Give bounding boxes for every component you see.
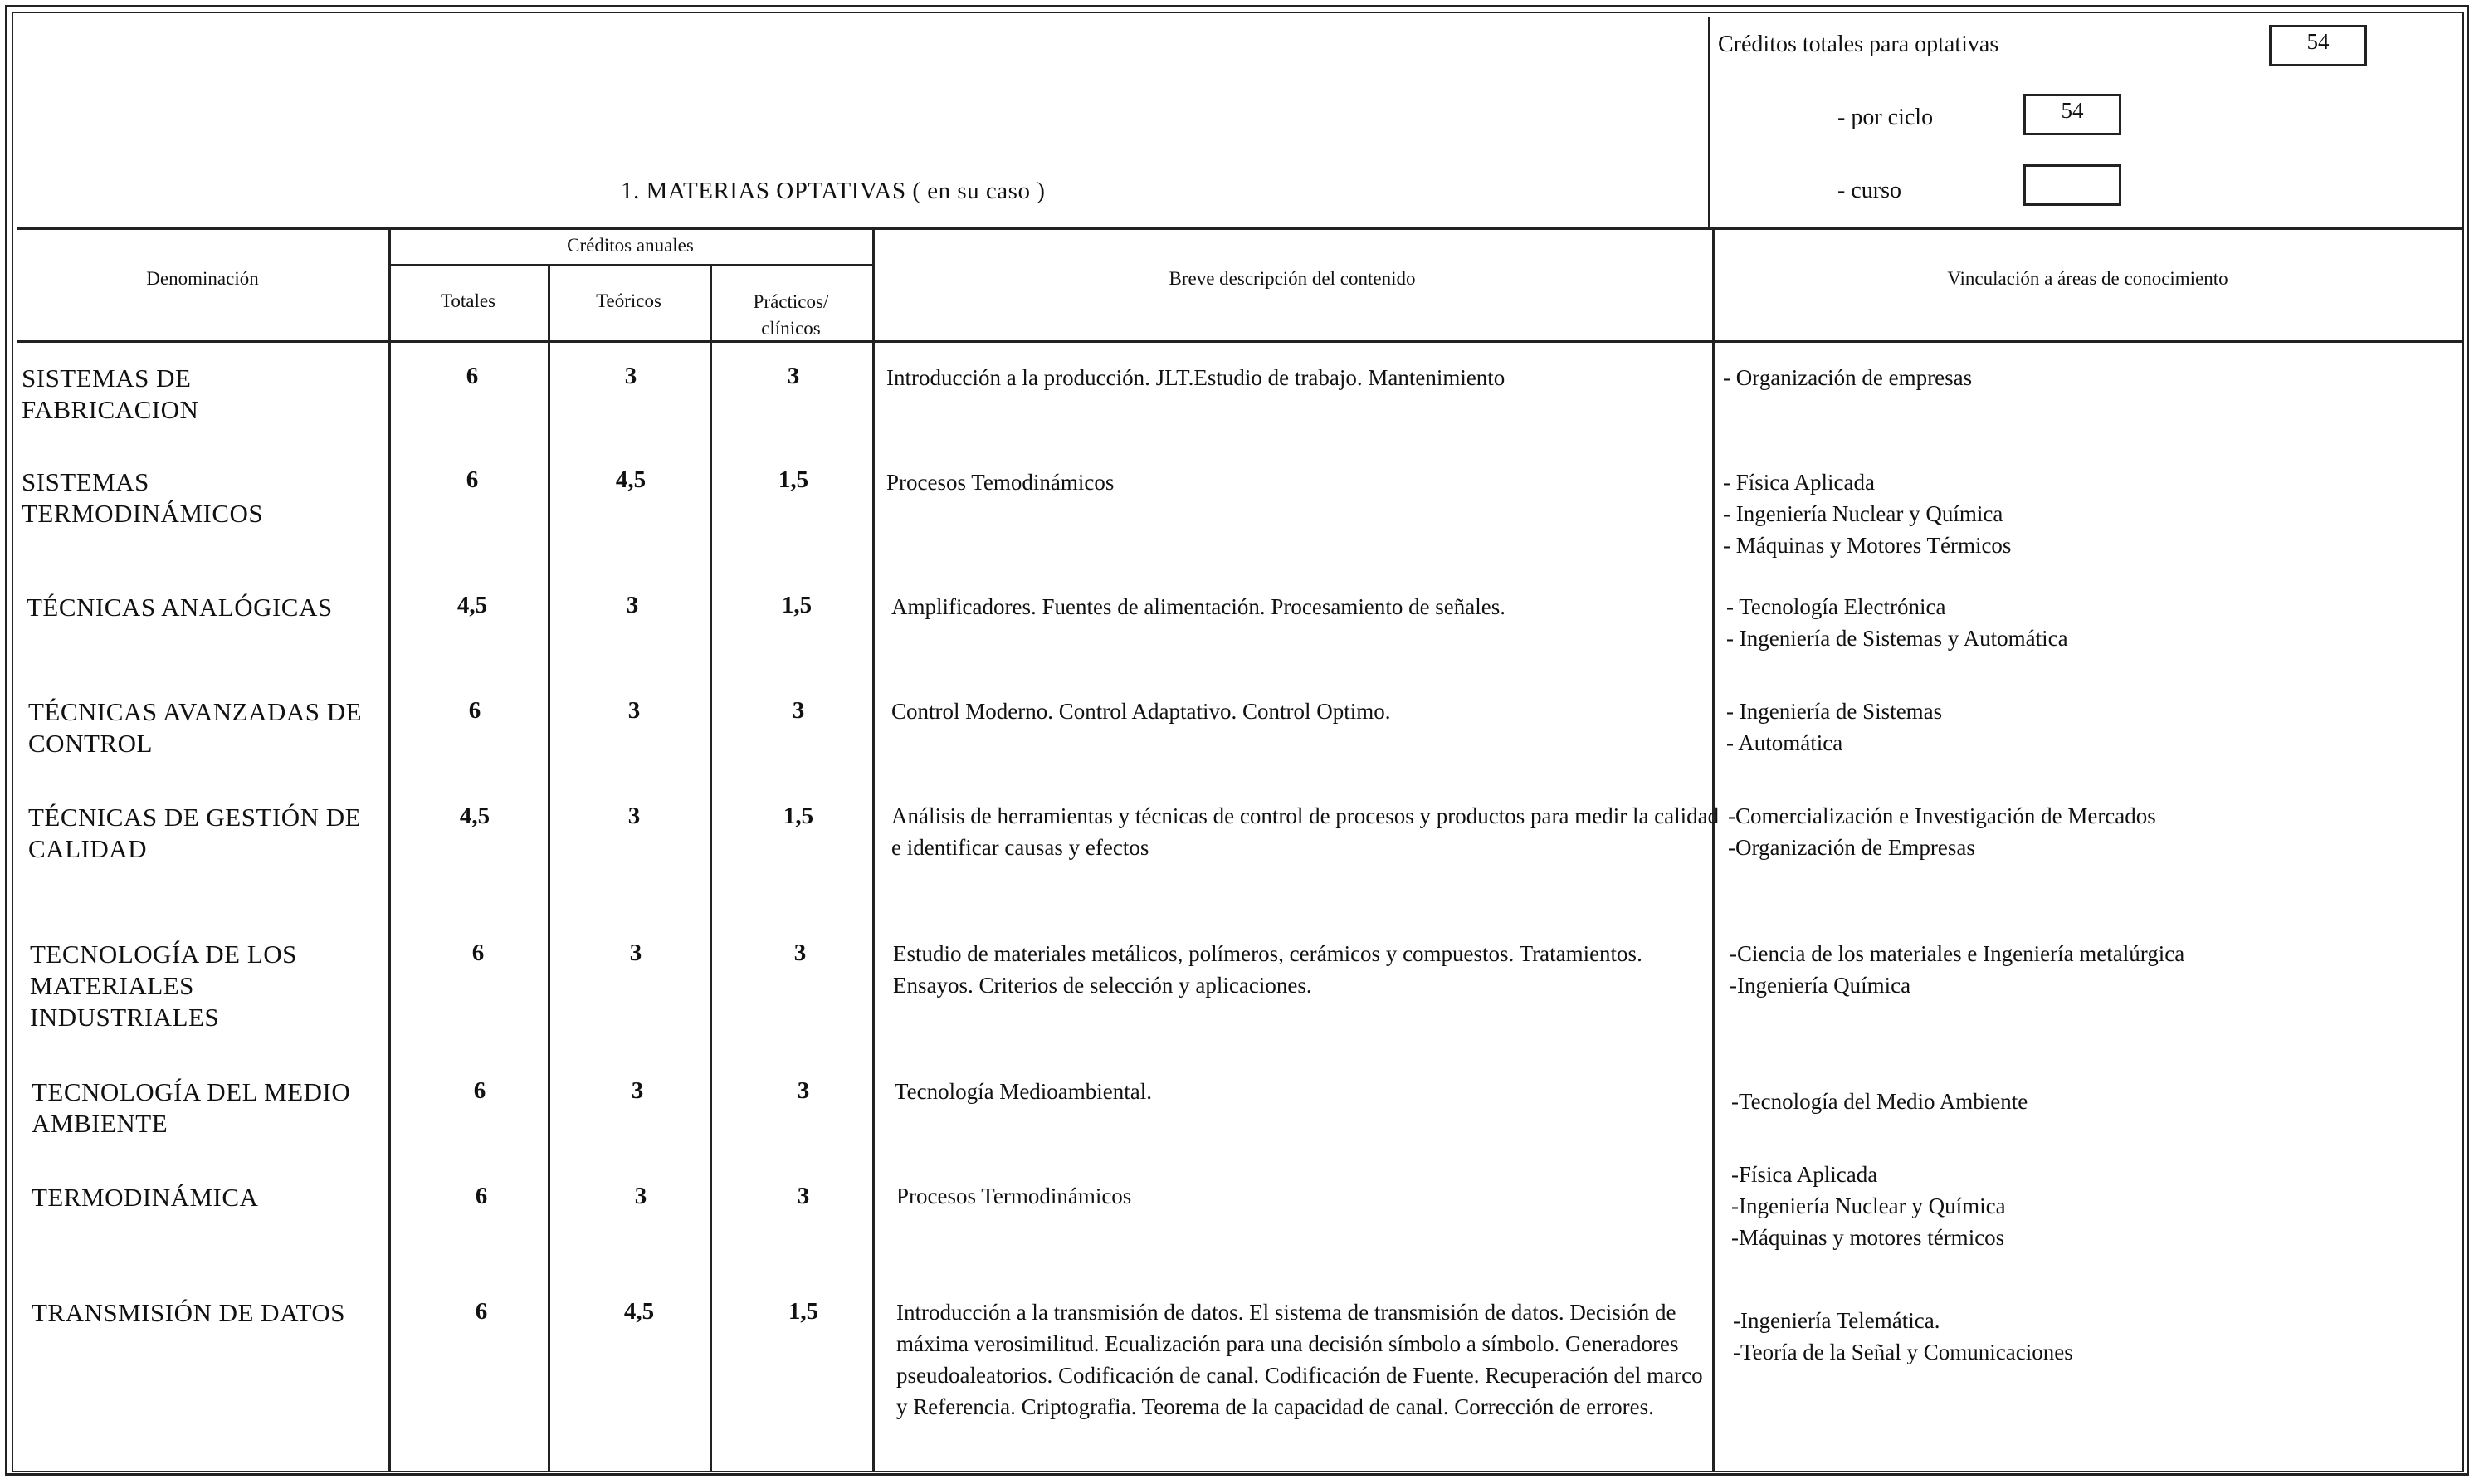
row-totales: 4,5 xyxy=(456,592,488,618)
row-teoricos: 3 xyxy=(624,363,637,389)
row-totales: 6 xyxy=(466,363,479,389)
row-area-item: - Ingeniería de Sistemas y Automática xyxy=(1726,626,2068,651)
row-name: TÉCNICAS ANALÓGICAS xyxy=(27,593,333,622)
row-area-item: -Tecnología del Medio Ambiente xyxy=(1731,1089,2028,1114)
col-line-3 xyxy=(710,264,712,1472)
row-area-item: - Física Aplicada xyxy=(1723,470,1875,495)
col-line-1 xyxy=(388,229,391,1472)
row-name: SISTEMAS TERMODINÁMICOS xyxy=(22,467,264,528)
section-title: 1. MATERIAS OPTATIVAS ( en su caso ) xyxy=(621,178,1046,204)
row-area-item: - Ingeniería Nuclear y Química xyxy=(1723,501,2003,526)
row-description: Amplificadores. Fuentes de alimentación. Procesamiento de señales. xyxy=(891,594,1506,619)
row-area-item: -Física Aplicada xyxy=(1731,1162,1878,1187)
col-practicos-line2: clínicos xyxy=(761,318,821,339)
row-practicos: 1,5 xyxy=(788,1298,819,1325)
header-bottom-line xyxy=(17,227,2463,230)
row-name: TERMODINÁMICA xyxy=(32,1183,259,1212)
table-frame xyxy=(12,12,2464,1472)
col-line-4 xyxy=(872,229,875,1472)
creditos-totales-box: 54 xyxy=(2269,25,2367,66)
row-description: Estudio de materiales metálicos, polímeros, cerámicos y compuestos. Tratamientos. Ensayos. Criterios de selección y aplicaciones. xyxy=(893,941,1642,998)
por-ciclo-label: - por ciclo xyxy=(1837,105,1934,130)
row-area-item: -Comercialización e Investigación de Mercados xyxy=(1728,803,2156,828)
row-name: TECNOLOGÍA DE LOS MATERIALES INDUSTRIALES xyxy=(30,940,297,1032)
row-name: SISTEMAS DE FABRICACION xyxy=(22,364,199,424)
row-practicos: 1,5 xyxy=(783,803,814,829)
row-area-item: - Organización de empresas xyxy=(1723,365,1973,390)
row-totales: 6 xyxy=(473,1077,486,1104)
row-totales: 6 xyxy=(471,940,485,966)
row-description: Introducción a la transmisión de datos. El sistema de transmisión de datos. Decisión de máxima verosimilitud. Ecualización para una decisión símbolo a símbolo. Generadores pseudoaleatorios. Codificación de canal. Codificación de Fuente. Recuperación del marco y Referencia. Criptografia. Teorema de la capacidad de canal. Corrección de errores. xyxy=(896,1300,1703,1419)
col-practicos xyxy=(710,289,872,342)
row-totales: 6 xyxy=(475,1298,488,1325)
curso-label: - curso xyxy=(1837,178,1901,203)
row-teoricos: 3 xyxy=(629,940,642,966)
row-practicos: 1,5 xyxy=(781,592,813,618)
col-totales: Totales xyxy=(440,290,496,311)
row-description: Introducción a la producción. JLT.Estudio de trabajo. Mantenimiento xyxy=(886,365,1505,390)
column-header-bottom-line xyxy=(17,340,2463,343)
row-teoricos: 4,5 xyxy=(623,1298,655,1325)
row-description: Control Moderno. Control Adaptativo. Control Optimo. xyxy=(891,699,1391,724)
header-divider xyxy=(1708,17,1710,228)
row-practicos: 3 xyxy=(797,1077,810,1104)
col-denominacion: Denominación xyxy=(146,268,259,289)
row-teoricos: 3 xyxy=(634,1183,647,1209)
row-teoricos: 3 xyxy=(626,592,639,618)
row-totales: 4,5 xyxy=(459,803,490,829)
row-area-item: -Ciencia de los materiales e Ingeniería metalúrgica xyxy=(1730,941,2185,966)
row-totales: 6 xyxy=(468,697,481,724)
por-ciclo-box: 54 xyxy=(2023,94,2121,135)
row-area-item: -Organización de Empresas xyxy=(1728,835,1975,860)
col-practicos-line1: Prácticos/ xyxy=(753,291,829,312)
row-area-item: - Tecnología Electrónica xyxy=(1726,594,1946,619)
col-vinculacion: Vinculación a áreas de conocimiento xyxy=(1947,268,2228,289)
col-descripcion: Breve descripción del contenido xyxy=(1169,268,1416,289)
row-description: Procesos Termodinámicos xyxy=(896,1184,1132,1208)
col-teoricos: Teóricos xyxy=(596,290,661,311)
row-practicos: 3 xyxy=(797,1183,810,1209)
curso-box xyxy=(2023,164,2121,206)
row-area-item: - Automática xyxy=(1726,730,1843,755)
row-teoricos: 3 xyxy=(627,803,641,829)
creditos-totales-label: Créditos totales para optativas xyxy=(1718,32,1999,57)
row-teoricos: 4,5 xyxy=(615,466,647,493)
row-teoricos: 3 xyxy=(631,1077,644,1104)
row-area-item: -Ingeniería Química xyxy=(1730,973,1911,998)
row-practicos: 3 xyxy=(793,940,807,966)
row-practicos: 3 xyxy=(787,363,800,389)
row-name: TECNOLOGÍA DEL MEDIO AMBIENTE xyxy=(32,1077,351,1138)
row-area-item: -Ingeniería Telemática. xyxy=(1733,1308,1940,1333)
row-practicos: 1,5 xyxy=(778,466,809,493)
row-practicos: 3 xyxy=(792,697,805,724)
row-area-item: - Ingeniería de Sistemas xyxy=(1726,699,1943,724)
row-description: Análisis de herramientas y técnicas de control de procesos y productos para medir la calidad e identificar causas y efectos xyxy=(891,803,1720,860)
row-teoricos: 3 xyxy=(627,697,641,724)
row-description: Procesos Temodinámicos xyxy=(886,470,1115,495)
row-name: TÉCNICAS DE GESTIÓN DE CALIDAD xyxy=(28,803,362,863)
row-name: TRANSMISIÓN DE DATOS xyxy=(32,1298,346,1327)
row-area-item: -Teoría de la Señal y Comunicaciones xyxy=(1733,1340,2073,1364)
col-creditos-anuales: Créditos anuales xyxy=(567,235,694,256)
creditos-subheader-line xyxy=(388,264,872,266)
row-area-item: -Máquinas y motores térmicos xyxy=(1731,1225,2005,1250)
row-area-item: -Ingeniería Nuclear y Química xyxy=(1731,1194,2006,1218)
row-totales: 6 xyxy=(466,466,479,493)
row-description: Tecnología Medioambiental. xyxy=(895,1079,1153,1104)
col-line-2 xyxy=(548,264,550,1472)
row-area-item: - Máquinas y Motores Térmicos xyxy=(1723,533,2012,558)
row-name: TÉCNICAS AVANZADAS DE CONTROL xyxy=(28,697,363,758)
row-totales: 6 xyxy=(475,1183,488,1209)
